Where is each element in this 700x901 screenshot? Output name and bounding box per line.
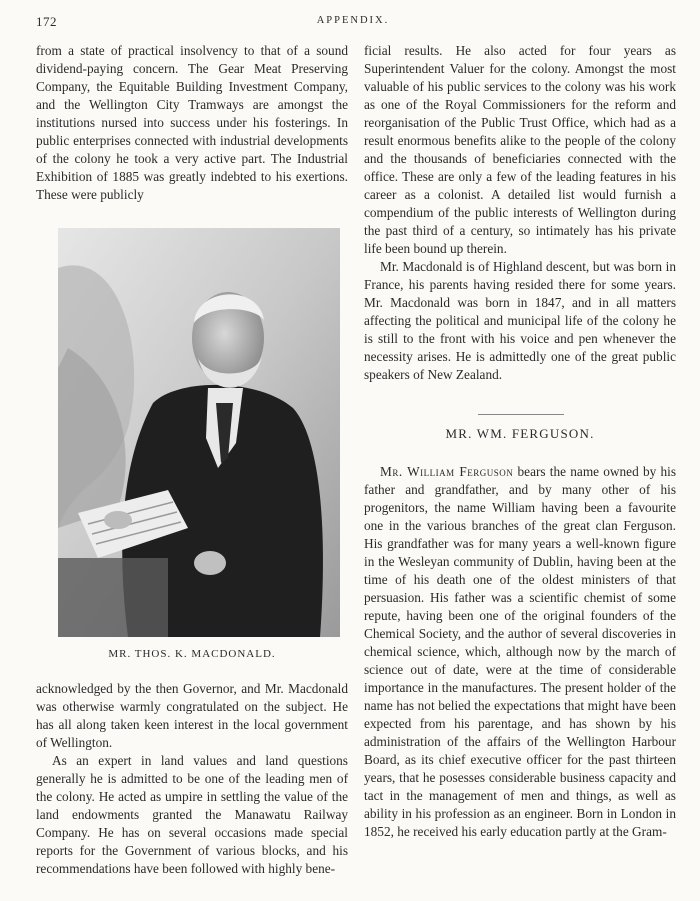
paragraph [364, 463, 676, 841]
left-column-bottom [36, 680, 348, 878]
portrait-illustration [58, 228, 340, 637]
name-lead: Mr. William Ferguson [380, 464, 514, 479]
paragraph-body: bears the name owned by his father and grandfather, and by many other of his progenitors, the name William having been a favourite one in the various branches of the great clan Ferguson. His grandfather was for many years a well-known figure in the Wesleyan community of Dublin, having been at the time of his death one of the oldest ministers of that persuasion. His father was a scientific chemist of some repute, having been one of the original founders of the Chemical Society, and the author of several discoveries in chemical science, which, although now by the march of science out of date, were at the time of considerable importance in the manufactures. The present holder of the name has not belied the expectations that might have been expected from his parentage, and has shown by his administration of the affairs of the Wellington Harbour Board, as its chief executive officer for the past thirteen years, that he posesses considerable business capacity and tact in the management of men and things, as well as ability in his profession as an engineer. Born in London in 1852, he received his early education partly at the Gram- [364, 464, 676, 839]
right-column-bottom [364, 463, 676, 841]
portrait-caption: MR. THOS. K. MACDONALD. [108, 648, 276, 660]
paragraph: from a state of practical insolvency to that of a sound dividend-paying concern. The Gear Meat Preserving Company, the Equitable Building Investment Company, and the Wellington City Tramways are amongst the institutions nursed into success under his fosterings. In public enterprises connected with industrial developments of the colony he took a very active part. The Industrial Exhibition of 1885 was greatly indebted to his exertions. These were publicly [36, 43, 348, 202]
paragraph: Mr. Macdonald is of Highland descent, but was born in France, his parents having resided there for some years. Mr. Macdonald was born in 1847, and in all matters affecting the political and municipal life of the colony he is still to the front with his voice and pen whenever the necessity arises. He is admittedly one of the great public speakers of New Zealand. [364, 259, 676, 382]
left-column-top [36, 42, 348, 204]
right-column-top [364, 42, 676, 384]
paragraph: acknowledged by the then Governor, and Mr. Macdonald was otherwise warmly congratulated on the subject. He has all along taken keen interest in the local government of Wellington. [36, 681, 348, 750]
page-number: 172 [36, 14, 57, 29]
section-divider [478, 414, 564, 415]
portrait-photo [58, 228, 340, 637]
section-title: MR. WM. FERGUSON. [445, 426, 595, 441]
page-header [36, 14, 670, 30]
paragraph: As an expert in land values and land questions generally he is admitted to be one of the leading men of the colony. He acted as umpire in settling the value of the land endowments granted the Manawatu Railway Company. He has on several occasions made special reports for the Government of various blocks, and his recommendations have been followed with highly bene- [36, 753, 348, 876]
paragraph: ficial results. He also acted for four years as Superintendent Valuer for the colony. Amongst the most valuable of his public services to the colony was his work as one of the Royal Commissioners for the reform and reorganisation of the Public Trust Office, which had as a result enormous benefits alike to the people of the colony and the thousands of beneficiaries connected with the office. These are only a few of the leading features in his career as a colonist. A detailed list would furnish a compendium of the public interests of Wellington during the past third of a century, so intimately has his private life been bound up therein. [364, 43, 676, 256]
running-head: APPENDIX. [316, 15, 390, 26]
